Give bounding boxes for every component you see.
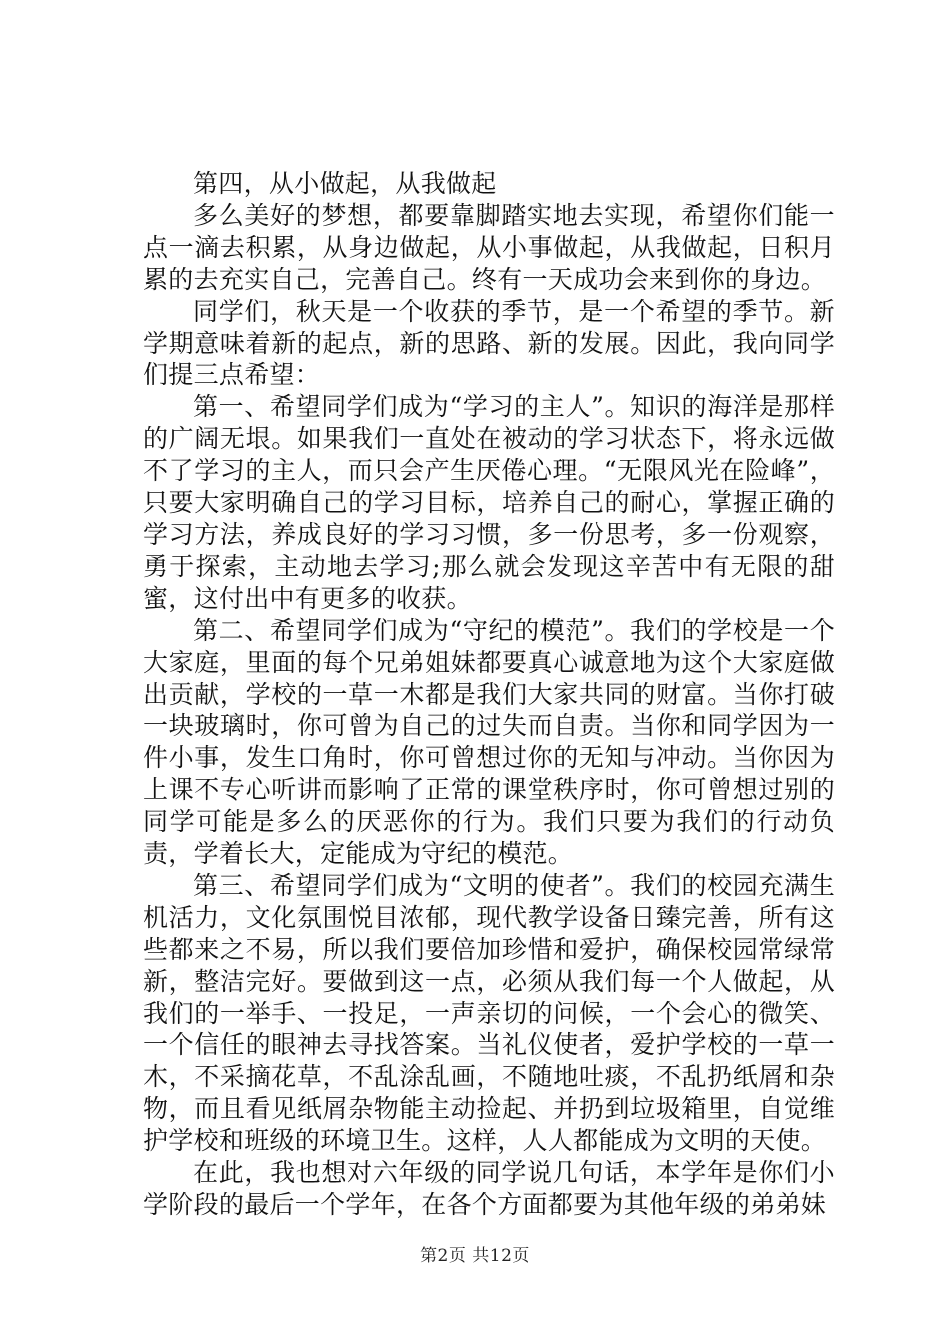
paragraph: 在此，我也想对六年级的同学说几句话，本学年是你们小学阶段的最后一个学年，在各个方面都要为其他年级的弟弟妹: [143, 1158, 835, 1219]
document-body: [143, 168, 835, 1221]
paragraph: 第三、希望同学们成为“文明的使者”。我们的校园充满生机活力，文化氛围悦目浓郁，现代教学设备日臻完善，所有这些都来之不易，所以我们要倍加珍惜和爱护，确保校园常绿常新，整洁完好。要做到这一点，必须从我们每一个人做起，从我们的一举手、一投足，一声亲切的问候，一个会心的微笑、一个信任的眼神去寻找答案。当礼仪使者，爱护学校的一草一木，不采摘花草，不乱涂乱画，不随地吐痰，不乱扔纸屑和杂物，而且看见纸屑杂物能主动捡起、并扔到垃圾箱里，自觉维护学校和班级的环境卫生。这样，人人都能成为文明的天使。: [143, 870, 835, 1156]
paragraph: 多么美好的梦想，都要靠脚踏实地去实现，希望你们能一点一滴去积累，从身边做起，从小事做起，从我做起，日积月累的去充实自己，完善自己。终有一天成功会来到你的身边。: [143, 200, 835, 294]
paragraph: 同学们，秋天是一个收获的季节，是一个希望的季节。新学期意味着新的起点，新的思路、新的发展。因此，我向同学们提三点希望：: [143, 296, 835, 390]
paragraph: 第一、希望同学们成为“学习的主人”。知识的海洋是那样的广阔无垠。如果我们一直处在被动的学习状态下，将永远做不了学习的主人，而只会产生厌倦心理。“无限风光在险峰”，只要大家明确自己的学习目标，培养自己的耐心，掌握正确的学习方法，养成良好的学习习惯，多一份思考，多一份观察，勇于探索，主动地去学习;那么就会发现这辛苦中有无限的甜蜜，这付出中有更多的收获。: [143, 392, 835, 613]
page-number-footer: 第2页 共12页: [420, 1246, 530, 1266]
paragraph: 第二、希望同学们成为“守纪的模范”。我们的学校是一个大家庭，里面的每个兄弟姐妹都要真心诚意地为这个大家庭做出贡献，学校的一草一木都是我们大家共同的财富。当你打破一块玻璃时，你可曾为自己的过失而自责。当你和同学因为一件小事，发生口角时，你可曾想过你的无知与冲动。当你因为上课不专心听讲而影响了正常的课堂秩序时，你可曾想过别的同学可能是多么的厌恶你的行为。我们只要为我们的行动负责，学着长大，定能成为守纪的模范。: [143, 615, 835, 869]
section-heading: 第四，从小做起，从我做起: [193, 169, 497, 198]
